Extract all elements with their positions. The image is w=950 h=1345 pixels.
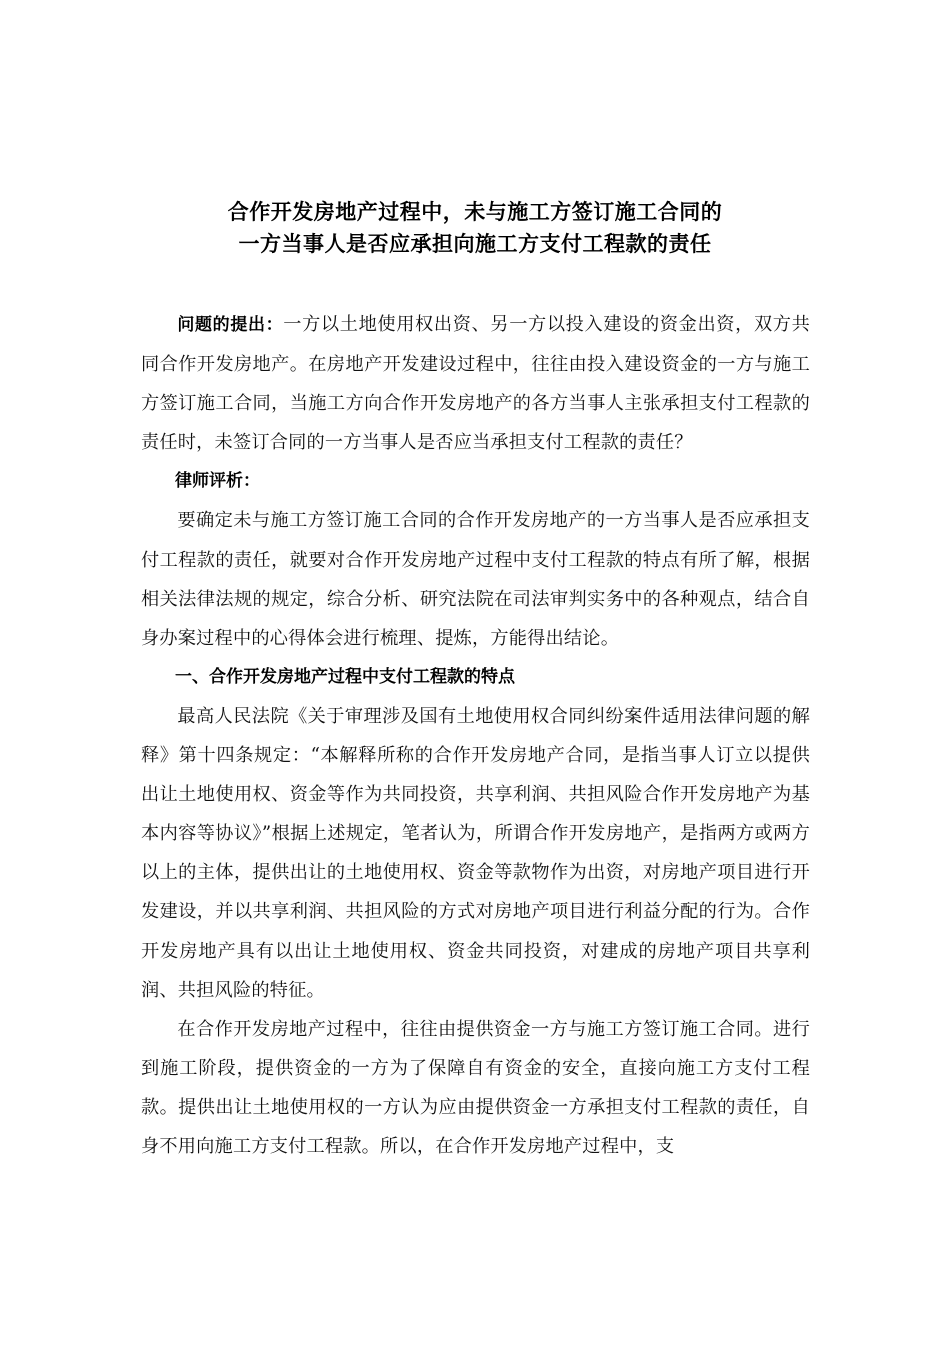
question-paragraph: [141, 305, 810, 462]
section-1-paragraph-1: 最高人民法院《关于审理涉及国有土地使用权合同纠纷案件适用法律问题的解释》第十四条规定：“本解释所称的合作开发房地产合同，是指当事人订立以提供出让土地使用权、资金等作为共同投资，共享利润、共担风险合作开发房地产为基本内容等协议》”根据上述规定，笔者认为，所谓合作开发房地产，是指两方或两方以上的主体，提供出让的土地使用权、资金等款物作为出资，对房地产项目进行开发建设，并以共享利润、共担风险的方式对房地产项目进行利益分配的行为。合作开发房地产具有以出让土地使用权、资金共同投资，对建成的房地产项目共享利润、共担风险的特征。: [141, 705, 810, 1001]
section-1-heading: 一、合作开发房地产过程中支付工程款的特点: [175, 666, 515, 687]
section-1-paragraph-2: 在合作开发房地产过程中，往往由提供资金一方与施工方签订施工合同。进行到施工阶段，提供资金的一方为了保障自有资金的安全，直接向施工方支付工程款。提供出让土地使用权的一方认为应由提供资金一方承担支付工程款的责任，自身不用向施工方支付工程款。所以，在合作开发房地产过程中，支: [141, 1018, 810, 1157]
document-body: [141, 305, 810, 1166]
analysis-label: 律师评析：: [175, 471, 260, 492]
analysis-paragraph: 要确定未与施工方签订施工合同的合作开发房地产的一方当事人是否应承担支付工程款的责任，就要对合作开发房地产过程中支付工程款的特点有所了解，根据相关法律法规的规定，综合分析、研究法院在司法审判实务中的各种观点，结合自身办案过程中的心得体会进行梳理、提炼，方能得出结论。: [141, 510, 810, 649]
document-title-line-2: 一方当事人是否应承担向施工方支付工程款的责任: [238, 232, 712, 256]
document-title-line-1: 合作开发房地产过程中，未与施工方签订施工合同的: [227, 200, 723, 224]
question-text: 一方以土地使用权出资、另一方以投入建设的资金出资，双方共同合作开发房地产。在房地产开发建设过程中，往往由投入建设资金的一方与施工方签订施工合同，当施工方向合作开发房地产的各方当事人主张承担支付工程款的责任时，未签订合同的一方当事人是否应当承担支付工程款的责任？: [141, 314, 811, 454]
question-label: 问题的提出：: [177, 315, 284, 335]
